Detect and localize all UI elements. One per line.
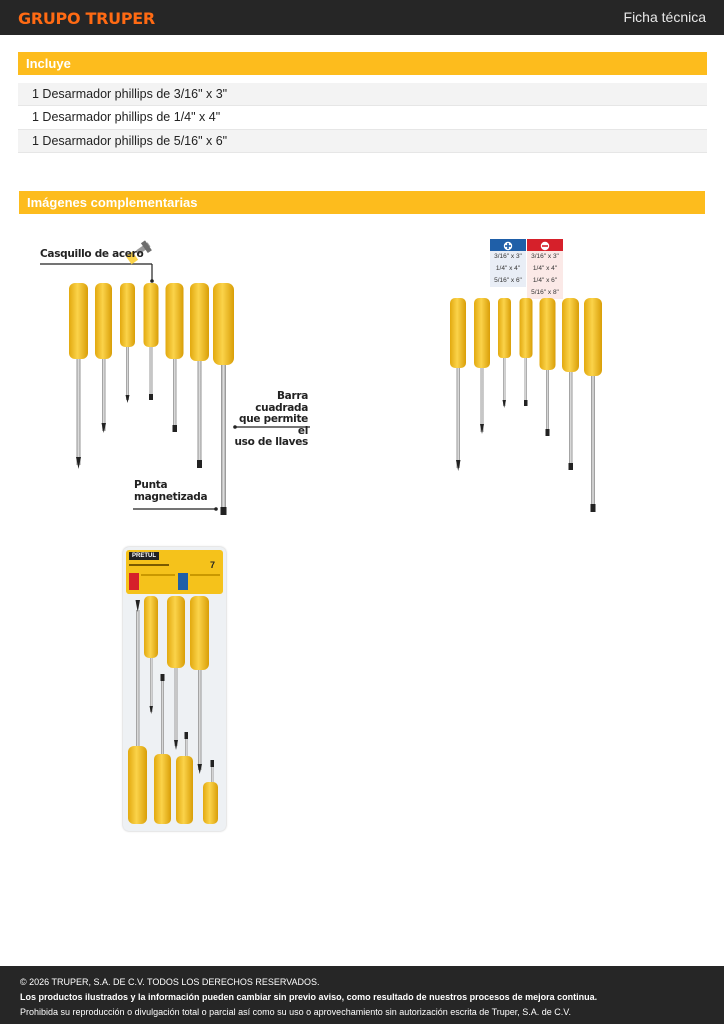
list-item: 1 Desarmador phillips de 5/16" x 6" xyxy=(18,130,707,153)
phillips-size-list: 3/16" x 3" 1/4" x 4" 5/16" x 6" xyxy=(490,251,526,287)
screwdriver-2 xyxy=(95,283,112,433)
footer-legal: Prohibida su reproducción o divulgación total o parcial así como su uso o aprovechamiento sin autorización escrita de Truper, S.A. de C.V. xyxy=(20,1007,571,1017)
document-title: Ficha técnica xyxy=(623,9,706,25)
screwdriver-1 xyxy=(69,283,88,469)
includes-list xyxy=(18,83,707,153)
screwdriver-5 xyxy=(166,283,184,432)
footer xyxy=(0,966,724,1024)
callout-steel-cap: Casquillo de acero xyxy=(40,248,144,260)
brand-logo: GRUPO TRUPER xyxy=(18,9,155,28)
phillips-header xyxy=(490,239,526,251)
screwdriver-set-sizes-illustration xyxy=(440,296,620,521)
package-count: 7 xyxy=(209,560,215,570)
list-item: 1 Desarmador phillips de 1/4" x 4" xyxy=(18,106,707,129)
screwdriver-4 xyxy=(144,283,159,400)
figure-package xyxy=(123,547,226,831)
screwdriver-3 xyxy=(120,283,135,403)
list-item: 1 Desarmador phillips de 3/16" x 3" xyxy=(18,83,707,106)
callout-magnetic-tip: Punta magnetizada xyxy=(134,479,208,503)
screwdriver-6 xyxy=(190,283,209,468)
images-section-title: Imágenes complementarias xyxy=(19,191,705,214)
callout-square-bar: Barra cuadrada que permite el uso de llaves xyxy=(234,390,308,448)
figure-sizes xyxy=(440,236,620,521)
footer-notice: Los productos ilustrados y la información pueden cambiar sin previo aviso, como resultado de nuestros procesos de mejora continua. xyxy=(20,992,598,1002)
package-brand: PRETUL xyxy=(129,552,159,560)
includes-section-title: Incluye xyxy=(18,52,707,75)
figure-features xyxy=(30,235,330,525)
slotted-size-list: 3/16" x 3" 1/4" x 4" 1/4" x 6" 5/16" x 8" xyxy=(527,251,563,299)
package-screwdrivers-illustration xyxy=(123,594,226,831)
top-bar xyxy=(0,0,724,35)
footer-copyright: © 2026 TRUPER, S.A. DE C.V. TODOS LOS DERECHOS RESERVADOS. xyxy=(20,977,320,987)
package-card xyxy=(126,550,223,594)
slotted-header xyxy=(527,239,563,251)
